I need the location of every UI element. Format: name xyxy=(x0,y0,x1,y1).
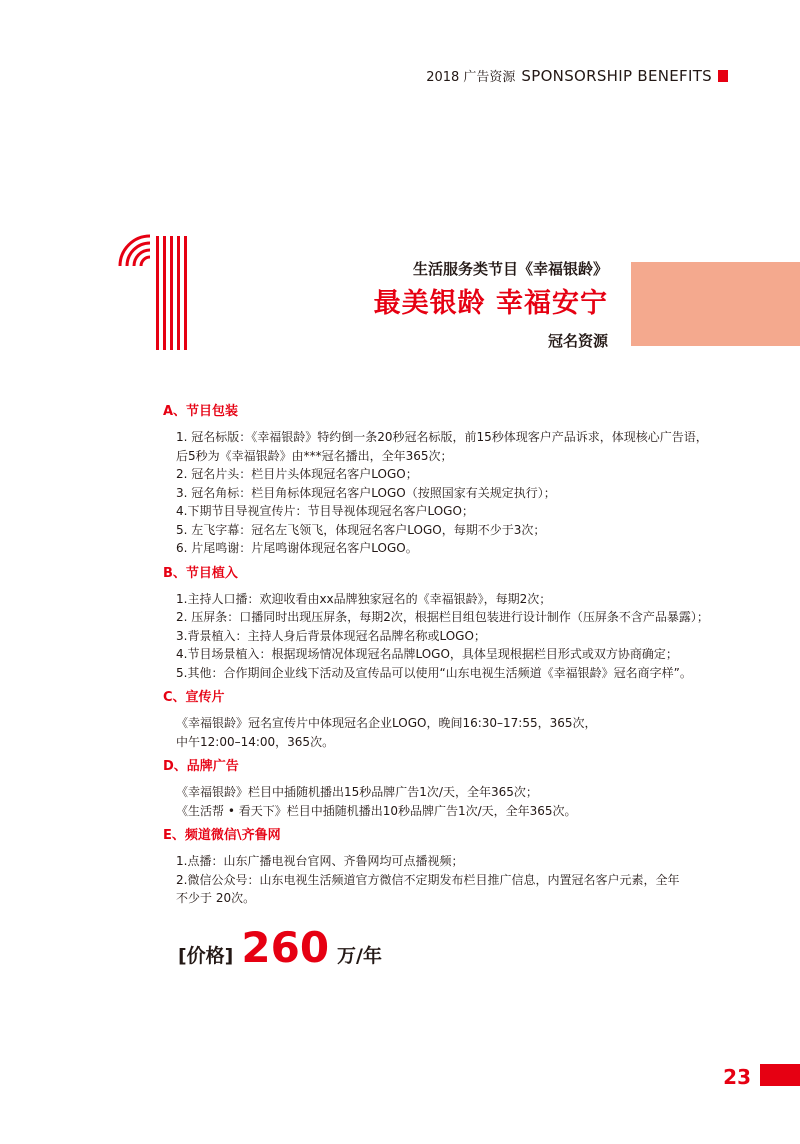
list-item: 《幸福银龄》栏目中插随机播出15秒品牌广告1次/天，全年365次； xyxy=(176,785,538,799)
header-square-marker xyxy=(718,70,728,82)
program-subtitle: 生活服务类节目《幸福银龄》 xyxy=(412,260,608,278)
list-item: 2. 压屏条：口播同时出现压屏条，每期2次，根据栏目组包装进行设计制作（压屏条不含产品暴露）； xyxy=(176,610,709,624)
resource-tag: 冠名资源 xyxy=(547,332,608,350)
section-title: A、节目包装 xyxy=(163,404,239,419)
list-item: 3. 冠名角标：栏目角标体现冠名客户LOGO（按照国家有关规定执行）； xyxy=(176,485,556,500)
section-program-placement xyxy=(163,564,723,689)
section-title: B、节目植入 xyxy=(163,565,238,581)
section-title: D、品牌广告 xyxy=(163,759,239,774)
list-item: 3.背景植入：主持人身后背景体现冠名品牌名称或LOGO； xyxy=(176,628,486,643)
list-item: 4.下期节目导视宣传片：节目导视体现冠名客户LOGO； xyxy=(176,504,474,518)
section-brand-ads xyxy=(163,757,723,826)
price-block xyxy=(178,925,382,971)
list-item: 1.点播：山东广播电视台官网、齐鲁网均可点播视频； xyxy=(176,854,464,868)
hero-block xyxy=(374,258,608,351)
header-year-label: 2018 广告资源 xyxy=(426,70,516,85)
section-program-packaging xyxy=(163,402,723,564)
page-number: 23 xyxy=(723,1065,751,1089)
list-item: 5.其他：合作期间企业线下活动及宣传品可以使用“山东电视生活频道《幸福银龄》冠名商字样”。 xyxy=(176,665,692,680)
section-title: E、频道微信\齐鲁网 xyxy=(163,828,281,843)
list-item: 《幸福银龄》冠名宣传片中体现冠名企业LOGO，晚间16:30–17:55，365次， xyxy=(176,716,597,730)
page-header xyxy=(426,66,712,85)
list-item: 2.微信公众号：山东电视生活频道官方微信不定期发布栏目推广信息，内置冠名客户元素，全年 xyxy=(176,872,680,887)
list-item: 4.节目场景植入：根据现场情况体现冠名品牌LOGO，具体呈现根据栏目形式或双方协商确定； xyxy=(176,647,678,661)
price-unit: 万/年 xyxy=(337,945,382,967)
price-label: [价格] xyxy=(178,945,234,967)
list-item: 2. 冠名片头：栏目片头体现冠名客户LOGO； xyxy=(176,467,418,481)
list-item: 不少于 20次。 xyxy=(176,891,256,905)
price-amount: 260 xyxy=(241,923,330,972)
program-title: 最美银龄 幸福安宁 xyxy=(373,288,608,319)
benefits-content xyxy=(163,402,723,914)
page-number-bar xyxy=(760,1064,800,1086)
section-wechat-qilu xyxy=(163,826,723,914)
list-item: 后5秒为《幸福银龄》由***冠名播出，全年365次； xyxy=(176,448,453,463)
section-promo-video xyxy=(163,688,723,757)
list-item: 5. 左飞字幕：冠名左飞领飞，体现冠名客户LOGO，每期不少于3次； xyxy=(176,522,546,537)
striped-one-icon xyxy=(118,232,194,352)
big-number-one-graphic xyxy=(118,232,194,356)
list-item: 中午12:00–14:00，365次。 xyxy=(176,734,335,749)
section-title: C、宣传片 xyxy=(163,690,225,705)
list-item: 《生活帮 • 看天下》栏目中插随机播出10秒品牌广告1次/天，全年365次。 xyxy=(176,803,577,818)
list-item: 1.主持人口播：欢迎收看由xx品牌独家冠名的《幸福银龄》，每期2次； xyxy=(176,591,552,606)
decorative-pink-block xyxy=(631,262,800,346)
list-item: 1. 冠名标版：《幸福银龄》特约倒一条20秒冠名标版，前15秒体现客户产品诉求，体现核心广告语， xyxy=(176,430,708,444)
list-item: 6. 片尾鸣谢：片尾鸣谢体现冠名客户LOGO。 xyxy=(176,541,418,555)
header-en-label: SPONSORSHIP BENEFITS xyxy=(521,66,712,85)
